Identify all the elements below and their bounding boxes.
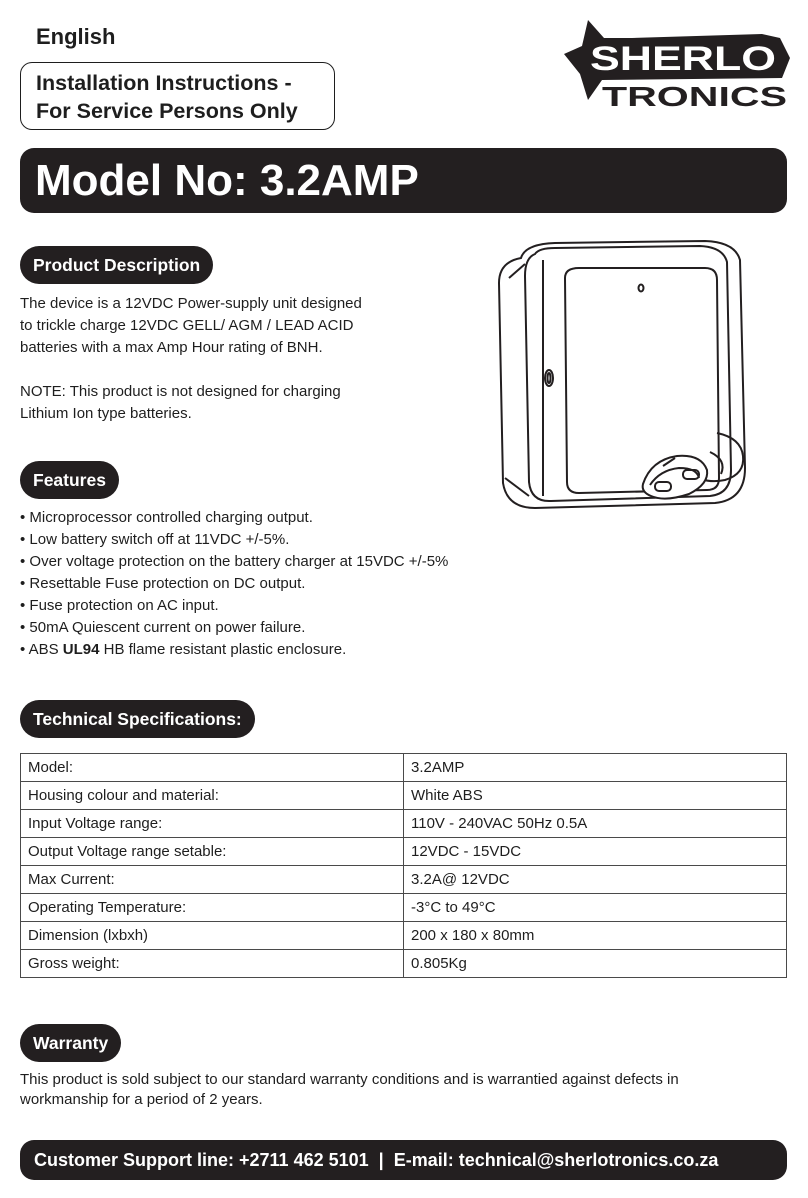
feature-text-bold: UL94 [62, 641, 100, 658]
list-item: • 50mA Quiescent current on power failure. [20, 619, 306, 636]
table-row [21, 754, 787, 782]
spec-value: 3.2AMP [404, 754, 787, 782]
description-line: batteries with a max Amp Hour rating of BNH. [20, 339, 323, 356]
power-supply-unit-illustration [495, 238, 755, 520]
installation-notice-box [20, 62, 335, 130]
spec-label: Dimension (lxbxh) [21, 922, 404, 950]
product-description-heading: Product Description [20, 246, 213, 284]
spec-label: Model: [21, 754, 404, 782]
support-line: Customer Support line: +2711 462 5101 [34, 1150, 369, 1170]
footer-banner [20, 1140, 787, 1180]
spec-value: White ABS [404, 782, 787, 810]
list-item: • Resettable Fuse protection on DC output. [20, 575, 306, 592]
warranty-line: workmanship for a period of 2 years. [20, 1091, 263, 1108]
warranty-heading: Warranty [20, 1024, 121, 1062]
installation-notice-line2: For Service Persons Only [36, 99, 298, 123]
description-line: to trickle charge 12VDC GELL/ AGM / LEAD ACID [20, 317, 354, 334]
specifications-table [20, 753, 787, 978]
spec-value: 200 x 180 x 80mm [404, 922, 787, 950]
table-row [21, 866, 787, 894]
table-row [21, 810, 787, 838]
spec-label: Housing colour and material: [21, 782, 404, 810]
table-row [21, 922, 787, 950]
features-list [20, 507, 540, 661]
support-email: E-mail: technical@sherlotronics.co.za [393, 1150, 719, 1170]
spec-label: Output Voltage range setable: [21, 838, 404, 866]
model-banner: Model No: 3.2AMP [20, 148, 787, 213]
spec-label: Gross weight: [21, 950, 404, 978]
list-item [20, 639, 540, 661]
table-row [21, 950, 787, 978]
spec-value: 110V - 240VAC 50Hz 0.5A [404, 810, 787, 838]
list-item: • Fuse protection on AC input. [20, 597, 219, 614]
table-row [21, 782, 787, 810]
table-row [21, 838, 787, 866]
language-label: English [36, 24, 116, 49]
features-heading: Features [20, 461, 119, 499]
product-description-text [20, 293, 420, 425]
feature-text: • ABS [20, 641, 63, 658]
warranty-text [20, 1070, 780, 1110]
logo-text-sherlo: SHERLO [590, 40, 776, 78]
spec-value: 0.805Kg [404, 950, 787, 978]
installation-notice-line1: Installation Instructions - [36, 71, 292, 95]
table-row [21, 894, 787, 922]
list-item: • Microprocessor controlled charging output. [20, 509, 313, 526]
description-line: The device is a 12VDC Power-supply unit designed [20, 295, 362, 312]
logo-text-tronics: TRONICS [602, 81, 787, 112]
description-note-line: Lithium Ion type batteries. [20, 405, 192, 422]
list-item: • Low battery switch off at 11VDC +/-5%. [20, 531, 290, 548]
technical-specifications-heading: Technical Specifications: [20, 700, 255, 738]
list-item: • Over voltage protection on the battery charger at 15VDC +/-5% [20, 553, 449, 570]
description-note-line: NOTE: This product is not designed for charging [20, 383, 341, 400]
feature-text: HB flame resistant plastic enclosure. [99, 641, 347, 658]
warranty-line: This product is sold subject to our standard warranty conditions and is warrantied against defects in [20, 1071, 679, 1088]
spec-value: 12VDC - 15VDC [404, 838, 787, 866]
footer-separator: | [378, 1150, 384, 1170]
spec-value: -3°C to 49°C [404, 894, 787, 922]
spec-label: Operating Temperature: [21, 894, 404, 922]
spec-label: Max Current: [21, 866, 404, 894]
sherlotronics-logo [562, 18, 792, 118]
spec-value: 3.2A@ 12VDC [404, 866, 787, 894]
spec-label: Input Voltage range: [21, 810, 404, 838]
